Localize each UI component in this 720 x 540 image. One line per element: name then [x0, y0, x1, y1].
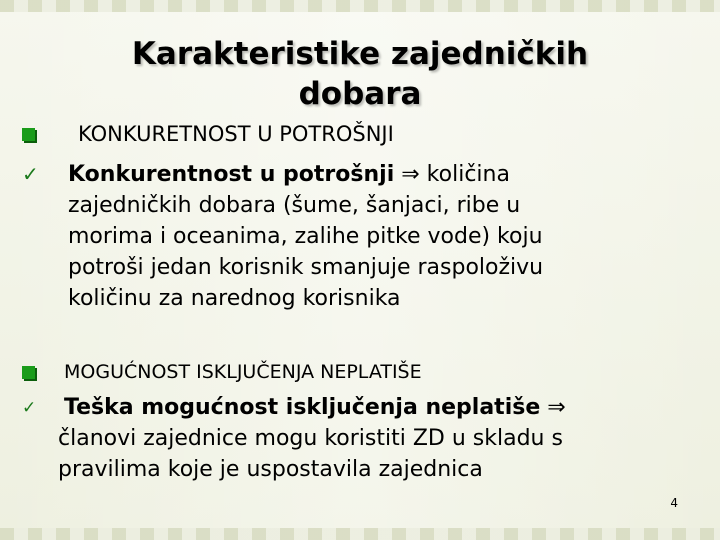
section2-line-2: članovi zajednice mogu koristiti ZD u skladu s — [58, 426, 563, 451]
section2-paragraph — [58, 392, 566, 485]
bottom-stripe-band — [0, 528, 720, 540]
section2-line-3: pravilima koje je uspostavila zajednica — [58, 457, 483, 482]
section1-line-5: količinu za narednog korisnika — [68, 286, 401, 311]
section1-paragraph — [68, 159, 543, 314]
square-bullet-icon — [22, 128, 35, 141]
section1-line-2: zajedničkih dobara (šume, šanjaci, ribe u — [68, 193, 521, 218]
title-line-1: Karakteristike zajedničkih — [131, 36, 589, 72]
top-stripe-band — [0, 0, 720, 12]
checkmark-icon: ✓ — [22, 162, 39, 186]
square-bullet-icon — [22, 366, 35, 379]
section2-heading: MOGUĆNOST ISKLJUČENJA NEPLATIŠE — [64, 361, 422, 383]
section1-line-1-text: količina — [426, 162, 510, 187]
section2-line-1 — [58, 392, 566, 423]
section1-heading: KONKURETNOST U POTROŠNJI — [78, 122, 394, 146]
section1-line-4: potroši jedan korisnik smanjuje raspoloživu — [68, 255, 544, 280]
section1-bold-lead: Konkurentnost u potrošnji — [68, 162, 395, 187]
section1-line-1 — [68, 159, 543, 190]
title-line-2: dobara — [298, 76, 422, 112]
slide-title — [60, 34, 660, 114]
implies-arrow-icon: ⇒ — [401, 162, 420, 187]
section2-bold-lead: Teška mogućnost isključenja neplatiše — [64, 395, 541, 420]
checkmark-icon: ✓ — [22, 398, 37, 418]
implies-arrow-icon: ⇒ — [547, 395, 566, 420]
section1-line-3: morima i oceanima, zalihe pitke vode) koju — [68, 224, 543, 249]
page-number: 4 — [670, 496, 678, 510]
